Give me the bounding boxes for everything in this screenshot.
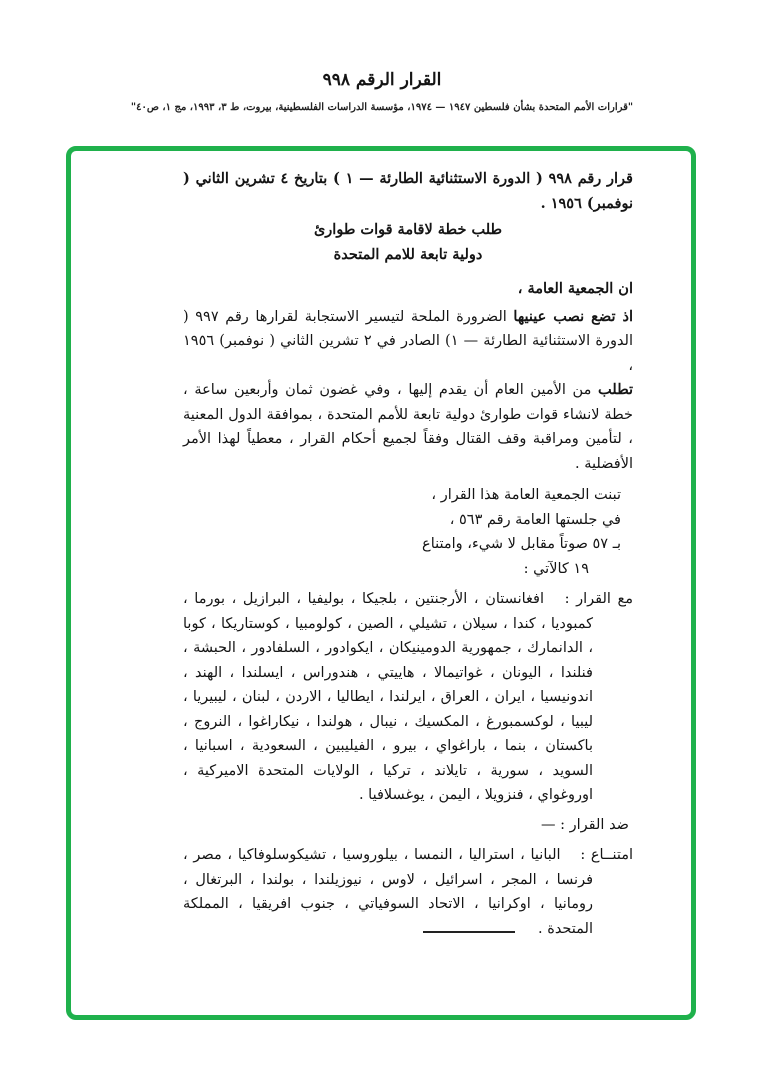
vote-abstain-paragraph — [183, 843, 633, 941]
vote-for-paragraph — [183, 587, 633, 808]
operative-paragraph — [183, 378, 633, 476]
resolution-subtitle-line-1: طلب خطة لاقامة قوات طوارئ — [313, 221, 503, 238]
adoption-block — [183, 483, 633, 581]
preamble-lead: اذ تضع نصب عينيها — [513, 307, 634, 325]
document-title: القرار الرقم ٩٩٨ — [322, 70, 442, 90]
resolution-subtitle-line-2: دولية تابعة للامم المتحدة — [333, 245, 483, 263]
vote-abstain-label: امتنــاع : — [580, 847, 634, 863]
resolution-body — [71, 151, 691, 1015]
vote-abstain-list: البانيا ، استراليا ، النمسا ، بيلوروسيا ، تشيكوسلوفاكيا ، مصر ، فرنسا ، المجر ، اسرائيل ، لاوس ، نيوزيلندا ، بولندا ، البرتغال ، رومانيا ، اوكرانيا ، الاتحاد السوفياتي ، جنوب افريقيا ، المملكة المتحدة . — [183, 847, 593, 937]
citation-line: "قرارات الأمم المتحدة بشأن فلسطين ١٩٤٧ — ١٩٧٤، مؤسسة الدراسات الفلسطينية، بيروت، ط ٣، ١٩٩٣، مج ١، ص٤٠" — [130, 102, 634, 113]
adoption-line: ١٩ كالآتي : — [523, 560, 589, 577]
vote-against-line: ضد القرار : — — [541, 816, 629, 833]
preamble-opening: ان الجمعية العامة ، — [517, 280, 633, 297]
content-frame — [66, 146, 696, 1020]
vote-for-label: مع القرار : — [564, 591, 634, 607]
adoption-line: تبنت الجمعية العامة هذا القرار ، — [431, 487, 621, 503]
preamble-rest: الضرورة الملحة لتيسير الاستجابة لقرارها رقم ٩٩٧ ( الدورة الاستثنائية الطارئة — ١) الصادر في ٢ تشرين الثاني ( نوفمبر) ١٩٥٦ ، — [183, 308, 633, 374]
preamble-paragraph — [183, 305, 633, 379]
operative-lead: تطلب — [598, 381, 633, 398]
resolution-subtitle — [183, 218, 633, 267]
adoption-line: في جلستها العامة رقم ٥٦٣ ، — [449, 511, 621, 528]
end-rule — [423, 931, 515, 933]
operative-rest: من الأمين العام أن يقدم إليها ، وفي غضون ثمان وأربعين ساعة ، خطة لانشاء قوات طوارئ دولية تابعة للأمم المتحدة ، بموافقة الدول المعنية ، لتأمين ومراقبة وقف القتال وفقاً لجميع أحكام القرار ، معطياً لهذا الأمر الأفضلية . — [183, 382, 633, 472]
adoption-line: بـ ٥٧ صوتاً مقابل لا شيء، وامتناع — [422, 536, 621, 552]
resolution-heading: قرار رقم ٩٩٨ ( الدورة الاستثنائية الطارئة — ١ ) بتاريخ ٤ تشرين الثاني ( نوفمبر) ١٩٥٦ . — [183, 170, 633, 212]
vote-for-list: افغانستان ، الأرجنتين ، بلجيكا ، بوليفيا ، البرازيل ، بورما ، كمبوديا ، كندا ، سيلان ، تشيلي ، الصين ، كولومبيا ، كوستاريكا ، كوبا ، الدانمارك ، جمهورية الدومينيكان ، ايكوادور ، السلفادور ، الحبشة ، فنلندا ، اليونان ، غواتيمالا ، هاييتي ، هندوراس ، ايسلندا ، الهند ، اندونيسيا ، ايران ، العراق ، ايرلندا ، ايطاليا ، الاردن ، لبنان ، ليبيريا ، ليبيا ، لوكسمبورغ ، المكسيك ، نيبال ، هولندا ، نيكاراغوا ، النروج ، باكستان ، بنما ، باراغواي ، بيرو ، الفيليبين ، السعودية ، اسبانيا ، السويد ، سورية ، تايلاند ، تركيا ، الولايات المتحدة الاميركية ، اوروغواي ، فنزويلا ، اليمن ، يوغسلافيا . — [183, 591, 593, 803]
